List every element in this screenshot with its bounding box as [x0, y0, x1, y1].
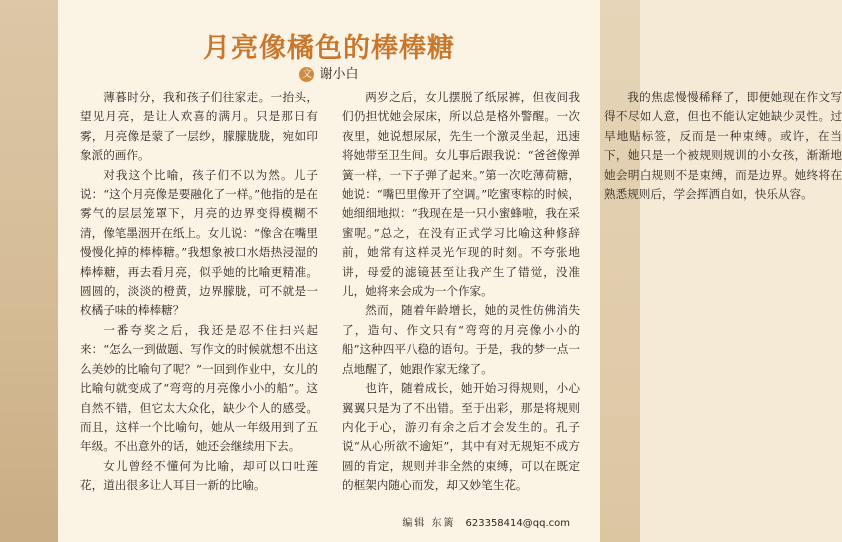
paragraph: 然而，随着年龄增长，她的灵性仿佛消失了，造句、作文只有“弯弯的月亮像小小的船”这种四平八稳的语句。于是，我的梦一点一点地醒了，她跟作家无缘了。 — [342, 303, 580, 376]
paragraph: 也许，随着成长，她开始习得规则，小心翼翼只是为了不出错。至于出彩，那是将规则内化于心，游刃有余之后才会发生的。孔子说“从心所欲不逾矩”，其中有对无规矩不成方圆的肯定，规则并非全然的束缚，可以在既定的框架内随心而发，却又妙笔生花。 — [342, 381, 580, 493]
paragraph: 女儿曾经不懂何为比喻，却可以口吐莲花，道出很多让人耳目一新的比喻。 — [80, 458, 318, 493]
paragraph: 一番夸奖之后，我还是忍不住扫兴起来：“怎么一到做题、写作文的时候就想不出这么美妙的比喻句了呢？”一回到作业中，女儿的比喻句就变成了“弯弯的月亮像小小的船”。这自然不错，但它太大众化，缺少个人的感受。而且，这样一个比喻句，她从一年级用到了五年级。不出意外的话，她还会继续用下去。 — [80, 322, 318, 454]
author-name: 谢小白 — [319, 67, 359, 82]
left-decorative-stripe — [0, 0, 58, 542]
byline — [58, 63, 600, 82]
paragraph: 薄暮时分，我和孩子们往家走。一抬头，望见月亮，是让人欢喜的满月。只是那日有雾，月亮像是蒙了一层纱，朦朦胧胧，宛如印象派的画作。 — [80, 90, 318, 163]
article-body — [80, 88, 842, 508]
editor-name: 编辑 东篱 — [402, 518, 456, 529]
article-title: 月亮像橘色的棒棒糖 — [203, 33, 455, 64]
paragraph: 我的焦虑慢慢稀释了，即便她现在作文写得不尽如人意，但也不能认定她缺少灵性。过早地贴标签，反而是一种束缚。或许，在当下，她只是一个被规则规训的小女孩，渐渐地她会明白规则不是束缚，而是边界。她终将在熟悉规则后，学会挥洒自如，快乐从容。 — [604, 90, 842, 202]
editor-credit — [402, 514, 570, 529]
article-page — [58, 0, 842, 542]
paragraph: 对我这个比喻，孩子们不以为然。儿子说：“这个月亮像是要融化了一样。”他指的是在雾气的层层笼罩下，月亮的边界变得模糊不清，像笔墨洇开在纸上。女儿说：“像含在嘴里慢慢化掉的棒棒糖。”我想象被口水焐热浸湿的棒棒糖，再去看月亮，似乎她的比喻更精准。圆圆的，淡淡的橙黄，边界朦胧，可不就是一枚橘子味的棒棒糖？ — [80, 167, 318, 318]
right-decorative-stripe — [600, 0, 640, 542]
author-badge-icon: 文 — [299, 67, 314, 82]
editor-email: 623358414@qq.com — [465, 518, 570, 529]
paragraph: 两岁之后，女儿摆脱了纸尿裤，但夜间我们仍担忧她会尿床，所以总是格外警醒。一次夜里，她说想尿尿，先生一个激灵坐起，迅速将她带至卫生间。女儿事后跟我说：“爸爸像弹簧一样，一下子弹了起来。”第一次吃薄荷糖，她说：“嘴巴里像开了空调。”吃蜜枣粽的时候，她细细地拟：“我现在是一只小蜜蜂啦，我在采蜜呢。”总之，在没有正式学习比喻这种修辞前，她常有这样灵光乍现的时刻。不夸张地讲，母爱的滤镜甚至让我产生了错觉，没准儿，她将来会成为一个作家。 — [342, 90, 580, 299]
